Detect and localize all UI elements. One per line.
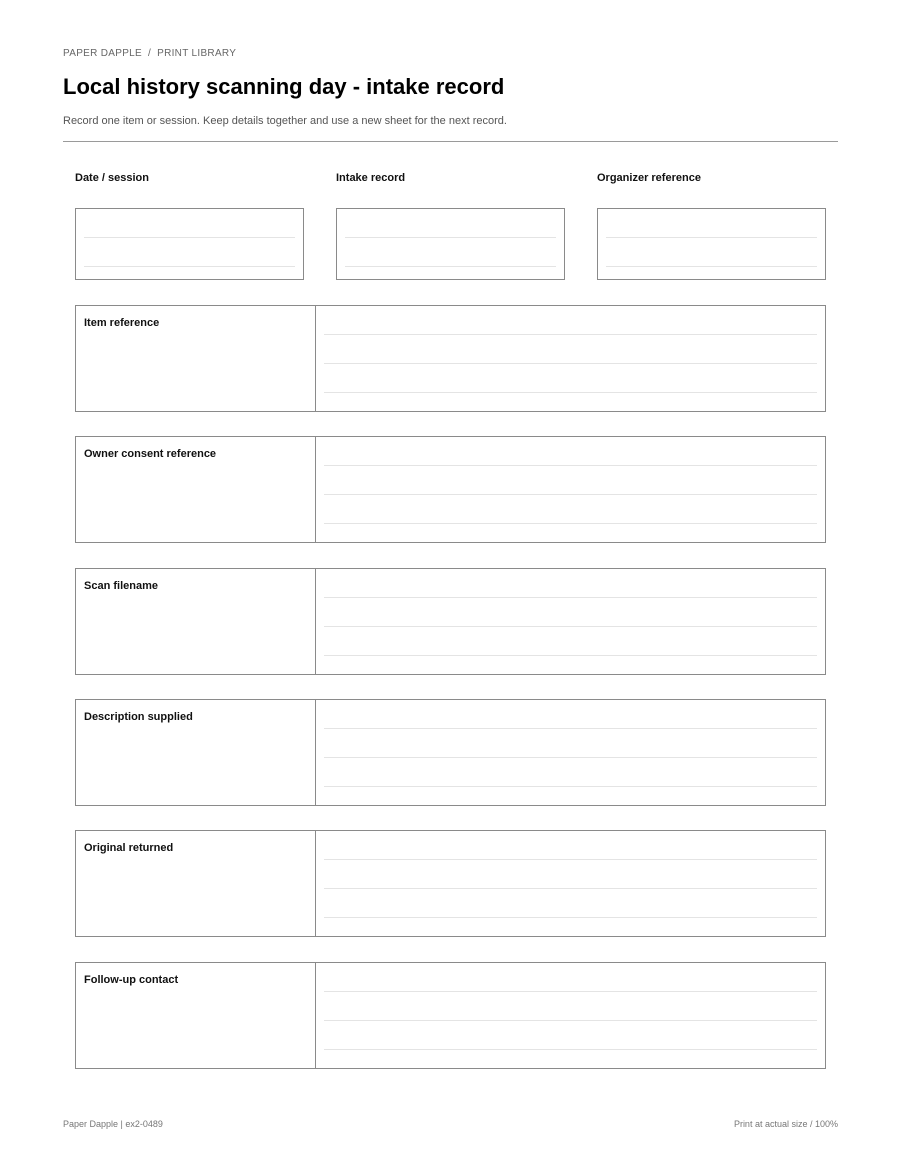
follow-up-contact-row [75, 962, 826, 1069]
writing-line [324, 757, 817, 758]
row-label-cell [76, 700, 316, 805]
writing-line [324, 991, 817, 992]
row-label-cell [76, 437, 316, 542]
scan-filename-label: Scan filename [84, 580, 158, 592]
intake-record-input-box[interactable] [336, 208, 565, 280]
breadcrumb-brand: PAPER DAPPLE [63, 48, 143, 59]
description-supplied-entry[interactable] [316, 700, 825, 805]
writing-line [324, 465, 817, 466]
writing-line [345, 266, 556, 267]
organizer-reference-label: Organizer reference [597, 172, 701, 184]
instructions-text: Record one item or session. Keep details together and use a new sheet for the next record. [63, 115, 507, 127]
writing-line [324, 1049, 817, 1050]
date-session-label: Date / session [75, 172, 149, 184]
writing-line [324, 626, 817, 627]
scan-filename-entry[interactable] [316, 569, 825, 674]
footer-reference: Paper Dapple | ex2-0489 [63, 1119, 163, 1129]
date-session-input-box[interactable] [75, 208, 304, 280]
date-session-field [75, 172, 304, 186]
original-returned-row [75, 830, 826, 937]
organizer-reference-field [597, 172, 826, 186]
row-label-cell [76, 306, 316, 411]
writing-line [324, 392, 817, 393]
page-title: Local history scanning day - intake record [63, 74, 505, 99]
owner-consent-reference-row [75, 436, 826, 543]
writing-line [324, 888, 817, 889]
writing-line [324, 917, 817, 918]
writing-line [324, 655, 817, 656]
item-reference-entry[interactable] [316, 306, 825, 411]
writing-line [606, 266, 817, 267]
writing-line [324, 523, 817, 524]
description-supplied-label: Description supplied [84, 711, 193, 723]
writing-line [345, 237, 556, 238]
writing-line [606, 237, 817, 238]
owner-consent-reference-label: Owner consent reference [84, 448, 217, 460]
writing-line [324, 494, 817, 495]
item-reference-row [75, 305, 826, 412]
row-label-cell [76, 963, 316, 1068]
writing-line [324, 597, 817, 598]
writing-line [324, 334, 817, 335]
breadcrumb-separator: / [148, 48, 152, 59]
writing-line [324, 786, 817, 787]
original-returned-label: Original returned [84, 842, 174, 854]
writing-line [84, 266, 295, 267]
row-label-cell [76, 569, 316, 674]
header-divider [63, 141, 838, 142]
row-label-cell [76, 831, 316, 936]
breadcrumb-section: PRINT LIBRARY [157, 48, 237, 59]
follow-up-contact-entry[interactable] [316, 963, 825, 1068]
writing-line [324, 859, 817, 860]
description-supplied-row [75, 699, 826, 806]
item-reference-label: Item reference [84, 317, 160, 329]
original-returned-entry[interactable] [316, 831, 825, 936]
writing-line [324, 1020, 817, 1021]
writing-line [84, 237, 295, 238]
footer-print-note: Print at actual size / 100% [733, 1119, 838, 1129]
scan-filename-row [75, 568, 826, 675]
owner-consent-reference-entry[interactable] [316, 437, 825, 542]
intake-record-field [336, 172, 565, 186]
intake-record-label: Intake record [336, 172, 406, 184]
writing-line [324, 363, 817, 364]
breadcrumb [63, 48, 236, 59]
writing-line [324, 728, 817, 729]
organizer-reference-input-box[interactable] [597, 208, 826, 280]
follow-up-contact-label: Follow-up contact [84, 974, 179, 986]
